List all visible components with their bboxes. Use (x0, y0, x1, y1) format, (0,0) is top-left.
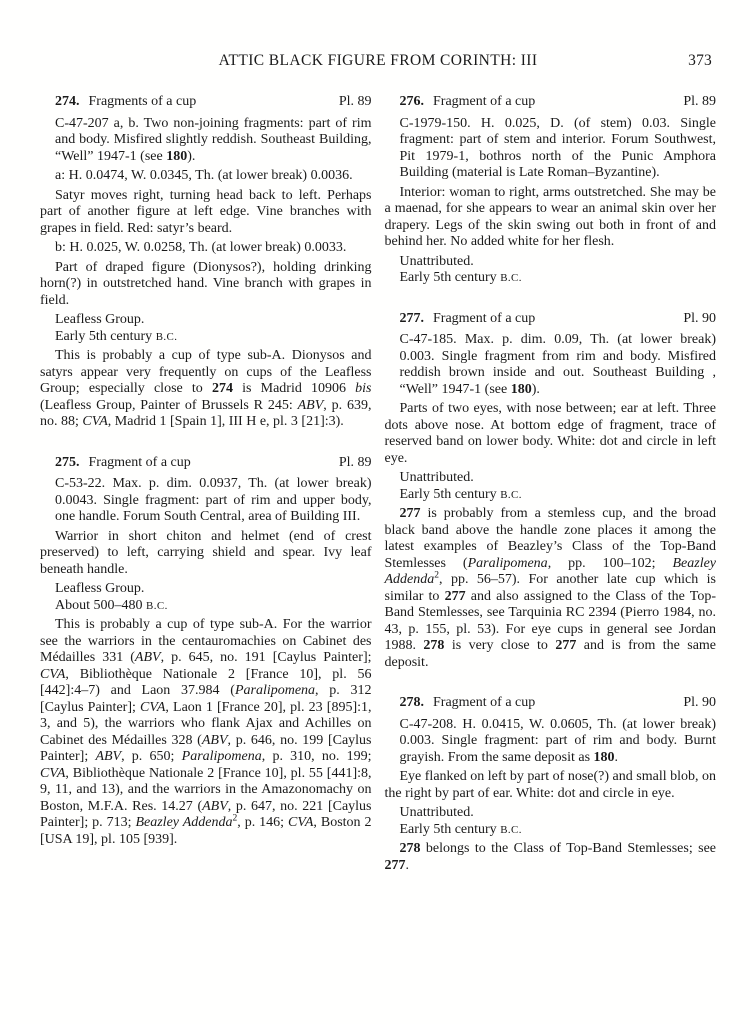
paragraph: a: H. 0.0474, W. 0.0345, Th. (at lower break) 0.0036. (55, 168, 353, 183)
paragraph: This is probably a cup of type sub-A. Dionysos and satyrs appear very frequently on cups of the Leafless Group; especially close to 274 is Madrid 10906 bis (Leafless Group, Painter of Brussels R 245: ABV, p. 639, no. 88; CVA, Madrid 1 [Spain 1], III H e, pl. 3 [21]:3). (40, 348, 372, 429)
paragraph: Early 5th century B.C. (399, 270, 522, 285)
entry-plate-ref: Pl. 90 (683, 310, 716, 326)
entry-heading (40, 455, 372, 472)
entry-body (385, 332, 717, 671)
entry-title: Fragment of a cup (88, 454, 191, 470)
paragraph: About 500–480 B.C. (55, 597, 168, 613)
paragraph: Unattributed. (399, 805, 474, 820)
catalog-entry (40, 455, 372, 849)
entry-number: 277. (399, 310, 424, 326)
column-left (40, 94, 372, 877)
paragraph: 277 is probably from a stemless cup, and the broad black band above the handle zone places it among the latest examples of Beazley’s Class of the Top-Band Stemlesses (Paralipomena, pp. 100–102; Beazley Addenda$^2$, pp. 56–57). For another late cup which is similar to 277 and also assigned to the Class of the Top-Band Stemlesses, see Tarquinia RC 2394 (Pierro 1984, no. 43, p. 155, pl. 53). For eye cups in general see Jordan 1988. 278 is very close to 277 and is from the same deposit. (384, 506, 717, 670)
paragraph: Warrior in short chiton and helmet (end of crest preserved) to left, carrying shield and spear. Ivy leaf beneath handle. (40, 528, 372, 577)
paragraph: b: H. 0.025, W. 0.0258, Th. (at lower break) 0.0033. (55, 240, 347, 255)
entry-title: Fragment of a cup (433, 94, 536, 109)
text-columns (40, 94, 716, 877)
paragraph: Early 5th century B.C. (55, 328, 178, 344)
paragraph: Interior: woman to right, arms outstretched. She may be a maenad, for she appears to wear an animal skin over her drapery. Legs of the skin swing out both in front of and behind her. No added white for her flesh. (384, 184, 716, 249)
entry-number: 275. (55, 454, 80, 470)
catalog-entry (385, 311, 717, 672)
paragraph: Unattributed. (399, 470, 474, 485)
entry-title-group (55, 455, 191, 472)
paragraph: C-47-185. Max. p. dim. 0.09, Th. (at lower break) 0.003. Single fragment from rim and body. Misfired reddish brown inside and out. Southeast Building , “Well” 1947-1 (see 180). (399, 332, 716, 397)
entry-heading (385, 94, 717, 111)
paragraph: Satyr moves right, turning head back to left. Perhaps part of another figure at left edge. Vine branches with grapes in field. Red: satyr’s beard. (40, 187, 372, 236)
entry-body (40, 116, 372, 431)
entry-number: 274. (55, 94, 80, 109)
entry-body (40, 476, 372, 848)
entry-heading (385, 311, 717, 328)
entry-plate-ref: Pl. 90 (683, 695, 716, 710)
paragraph: 278 belongs to the Class of Top-Band Stemlesses; see 277. (384, 841, 716, 873)
page-title: ATTIC BLACK FIGURE FROM CORINTH: III (218, 52, 538, 69)
paragraph: Part of draped figure (Dionysos?), holding drinking horn(?) in outstretched hand. Vine branch with grapes in field. (40, 259, 372, 308)
paragraph: Leafless Group. (55, 312, 145, 327)
entry-title-group (400, 94, 536, 111)
paragraph: C-47-207 a, b. Two non-joining fragments: part of rim and body. Misfired slightly reddish. Southeast Building, “Well” 1947-1 (see 180). (55, 115, 372, 164)
paragraph: Leafless Group. (55, 581, 145, 596)
paragraph: Early 5th century B.C. (399, 486, 522, 502)
entry-number: 276. (399, 94, 424, 109)
entry-plate-ref: Pl. 89 (683, 94, 716, 109)
entry-title-group (400, 695, 536, 712)
catalog-entry (385, 695, 717, 874)
paragraph: This is probably a cup of type sub-A. For the warrior see the warriors in the centauromachies on Cabinet des Médailles 331 (ABV, p. 645, no. 191 [Caylus Painter]; CVA, Bibliothèque Nationale 2 [France 10], pl. 56 [442]:4–7) and Laon 37.984 (Paralipomena, p. 312 [Caylus Painter]; CVA, Laon 1 [France 20], pl. 23 [895]:1, 3, and 5), the warriors who flank Ajax and Achilles on Cabinet des Médailles 328 (ABV, p. 646, no. 199 [Caylus Painter]; ABV, p. 650; Paralipomena, p. 310, no. 199; CVA, Bibliothèque Nationale 2 [France 10], pl. 55 [441]:8, 9, 11, and 13), and the warriors in the Amazonomachy on Boston, M.F.A. Res. 14.27 (ABV, p. 647, no. 221 [Caylus Painter]; p. 713; Beazley Addenda$^2$, p. 146; CVA, Boston 2 [USA 19], pl. 105 [939]. (40, 617, 372, 847)
paragraph: Parts of two eyes, with nose between; ear at left. Three dots above nose. At bottom edge of fragment, trace of reserved band on lower body. White: dot and circle in left eye. (384, 401, 716, 466)
catalog-entry (385, 94, 717, 287)
entry-title: Fragments of a cup (88, 94, 197, 109)
paragraph: C-1979-150. H. 0.025, D. (of stem) 0.03. Single fragment: part of stem and interior. Forum Southwest, Pit 1979-1, bothros north of the Punic Amphora Building (material is Late Roman–Byzantine). (399, 115, 716, 180)
paragraph: C-47-208. H. 0.0415, W. 0.0605, Th. (at lower break) 0.003. Single fragment: part of rim and body. Burnt grayish. From the same deposit as 180. (399, 716, 716, 765)
entry-number: 278. (399, 695, 424, 710)
entry-heading (385, 695, 717, 712)
entry-body (385, 116, 717, 287)
paragraph: C-53-22. Max. p. dim. 0.0937, Th. (at lower break) 0.0043. Single fragment: part of rim and upper body, one handle. Forum South Central, area of Building III. (55, 476, 372, 524)
entry-body (385, 717, 717, 875)
entry-title: Fragment of a cup (433, 310, 536, 326)
running-head (40, 52, 716, 72)
entry-plate-ref: Pl. 89 (338, 454, 372, 470)
paragraph: Early 5th century B.C. (399, 821, 522, 837)
catalog-entry (40, 94, 372, 431)
column-right (385, 94, 717, 877)
entry-title: Fragment of a cup (433, 695, 536, 710)
page-number: 373 (688, 52, 712, 69)
entry-title-group (400, 311, 536, 328)
paragraph: Eye flanked on left by part of nose(?) and small blob, on the right by part of ear. White: dot and circle in eye. (384, 769, 716, 801)
entry-title-group (55, 94, 196, 111)
paragraph: Unattributed. (399, 253, 474, 269)
entry-plate-ref: Pl. 89 (338, 94, 372, 109)
entry-heading (40, 94, 372, 111)
